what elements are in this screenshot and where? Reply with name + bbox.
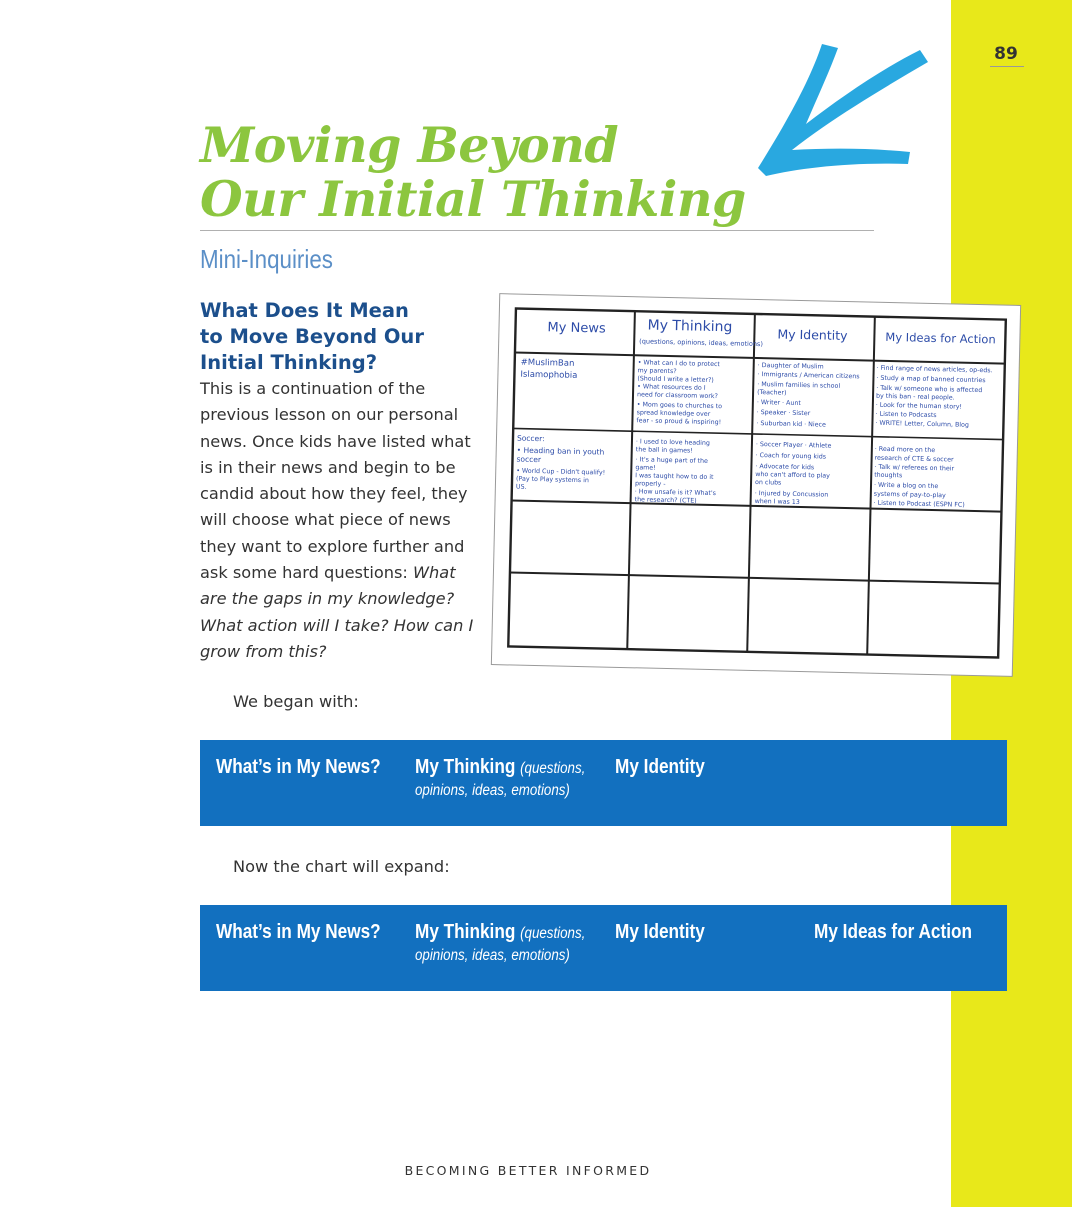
hw-r2-ideas-5: systems of pay-to-play [873,490,946,500]
hw-r2-thinking-4: I was taught how to do it [635,472,714,482]
hw-r2-news-4: (Pay to Play systems in [515,475,589,485]
question-heading-line-1: What Does It Mean [200,299,409,322]
expanded-col-news: What’s in My News? [216,921,381,943]
chart-start-bar [200,740,1007,826]
start-col-identity: My Identity [615,756,705,778]
running-footer: BECOMING BETTER INFORMED [404,1163,652,1178]
hw-r2-identity-0: · Soccer Player · Athlete [755,440,832,450]
hw-r2-ideas-0: · Read more on the [874,445,936,455]
question-heading-line-2: to Move Beyond Our [200,325,424,348]
hw-r1-identity-5: · Speaker · Sister [756,408,811,418]
handwritten-chart [492,294,1020,676]
hw-r2-identity-6: when I was 13 [754,497,800,506]
hw-r1-thinking-4: need for classroom work? [636,391,718,401]
title-line-1: Moving Beyond [200,116,619,174]
hw-r2-identity-1: · Coach for young kids [755,451,827,461]
hw-r2-identity-4: on clubs [754,478,782,487]
hw-r1-identity-3: (Teacher) [757,389,787,397]
hw-r2-thinking-3: game! [635,464,656,472]
hw-r2-identity-3: who can't afford to play [755,470,831,480]
hw-r2-news-1: • Heading ban in youth [516,445,605,457]
hw-r1-ideas-0: · Find range of news articles, op-eds. [876,364,993,375]
question-heading-line-3: Initial Thinking? [200,351,378,374]
hw-r2-thinking-0: · I used to love heading [635,438,711,447]
intro-questions: What are the gaps in my knowledge? What action will I take? How can I grow from this? [200,563,474,661]
hw-r1-ideas-6: · WRITE! Letter, Column, Blog [875,419,970,429]
hw-r1-thinking-3: • What resources do I [637,383,706,392]
hw-r1-news-1: Islamophobia [520,369,578,381]
hw-header-news: My News [547,320,606,337]
title-line-2: Our Initial Thinking [200,170,746,228]
hw-r1-thinking-0: • What can I do to protect [637,359,720,369]
start-col-thinking-label: My Thinking [415,756,516,778]
hw-r1-thinking-6: spread knowledge over [636,409,711,418]
start-col-thinking [415,756,585,800]
hw-r2-thinking-1: the ball in games! [635,446,693,455]
hw-header-thinking: My Thinking [647,317,733,336]
hw-r2-thinking-2: · It's a huge part of the [635,456,708,465]
hw-header-identity: My Identity [777,326,848,344]
section-subtitle: Mini-Inquiries [200,244,333,274]
start-col-thinking-note-2: opinions, ideas, emotions) [415,782,570,799]
hw-r2-news-3: • World Cup - Didn't qualify! [516,467,606,477]
expanded-col-thinking-label: My Thinking [415,921,516,943]
hw-header-ideas: My Ideas for Action [885,329,996,347]
hw-r2-identity-2: · Advocate for kids [755,462,815,472]
hw-r1-identity-1: · Immigrants / American citizens [757,371,860,381]
hw-r1-ideas-5: · Listen to Podcasts [875,410,937,420]
hw-r1-ideas-1: · Study a map of banned countries [876,374,986,385]
page-number-underline [990,66,1024,67]
page-title [200,118,880,226]
expand-text: Now the chart will expand: [233,857,450,876]
hw-r1-thinking-5: • Mom goes to churches to [636,401,723,411]
hw-r2-identity-5: · Injured by Concussion [754,489,829,499]
hw-r1-ideas-2: · Talk w/ someone who is affected [876,384,983,395]
hw-r1-identity-0: · Daughter of Muslim [757,362,824,371]
title-divider [200,230,874,231]
hw-r2-thinking-6: · How unsafe is it? What's [634,488,716,498]
expanded-col-thinking-note-2: opinions, ideas, emotions) [415,947,570,964]
hw-r1-thinking-7: fear - so proud & inspiring! [636,417,722,427]
intro-paragraph [200,376,485,665]
hw-r1-ideas-4: · Look for the human story! [875,401,963,411]
hw-r2-news-5: US. [515,483,527,491]
hw-r1-ideas-3: by this ban - real people. [875,392,955,402]
hw-r2-news-2: soccer [516,454,542,465]
start-col-news: What’s in My News? [216,756,381,778]
hw-r2-news-0: Soccer: [516,433,545,444]
start-col-thinking-note: (questions, [520,760,586,777]
began-with-text: We began with: [233,692,359,711]
hw-header-thinking-note: (questions, opinions, ideas, emotions) [639,337,763,349]
expanded-col-identity: My Identity [615,921,705,943]
hw-r1-news-0: #MuslimBan [520,357,575,369]
hw-r2-ideas-6: · Listen to Podcast (ESPN FC) [873,499,965,509]
hw-r2-thinking-5: properly - [634,480,666,488]
question-heading [200,298,490,376]
hw-r2-ideas-3: thoughts [874,471,903,480]
expanded-col-thinking-note: (questions, [520,925,586,942]
chart-expanded-bar [200,905,1007,991]
hw-r1-identity-6: · Suburban kid · Niece [756,419,826,429]
handwritten-chart-photo [492,294,1020,676]
hw-r1-identity-4: · Writer · Aunt [756,398,801,407]
hw-r1-thinking-1: my parents? [637,367,677,376]
intro-text: This is a continuation of the previous lesson on our personal news. Once kids have listed what is in their news and begin to be candid about how they feel, they will choose what piece of news they want to explore further and ask some hard questions: [200,379,471,583]
expanded-col-thinking [415,921,585,965]
hw-r2-thinking-7: the research? (CTE) [634,496,697,505]
hw-r2-ideas-1: research of CTE & soccer [874,454,954,464]
expanded-col-ideas: My Ideas for Action [814,921,973,943]
page-number: 89 [994,44,1018,64]
hw-r1-thinking-2: (Should I write a letter?) [637,375,714,385]
hw-r1-identity-2: · Muslim families in school [757,381,841,390]
hw-r2-ideas-4: · Write a blog on the [873,481,939,491]
hw-r2-ideas-2: · Talk w/ referees on their [874,463,955,473]
